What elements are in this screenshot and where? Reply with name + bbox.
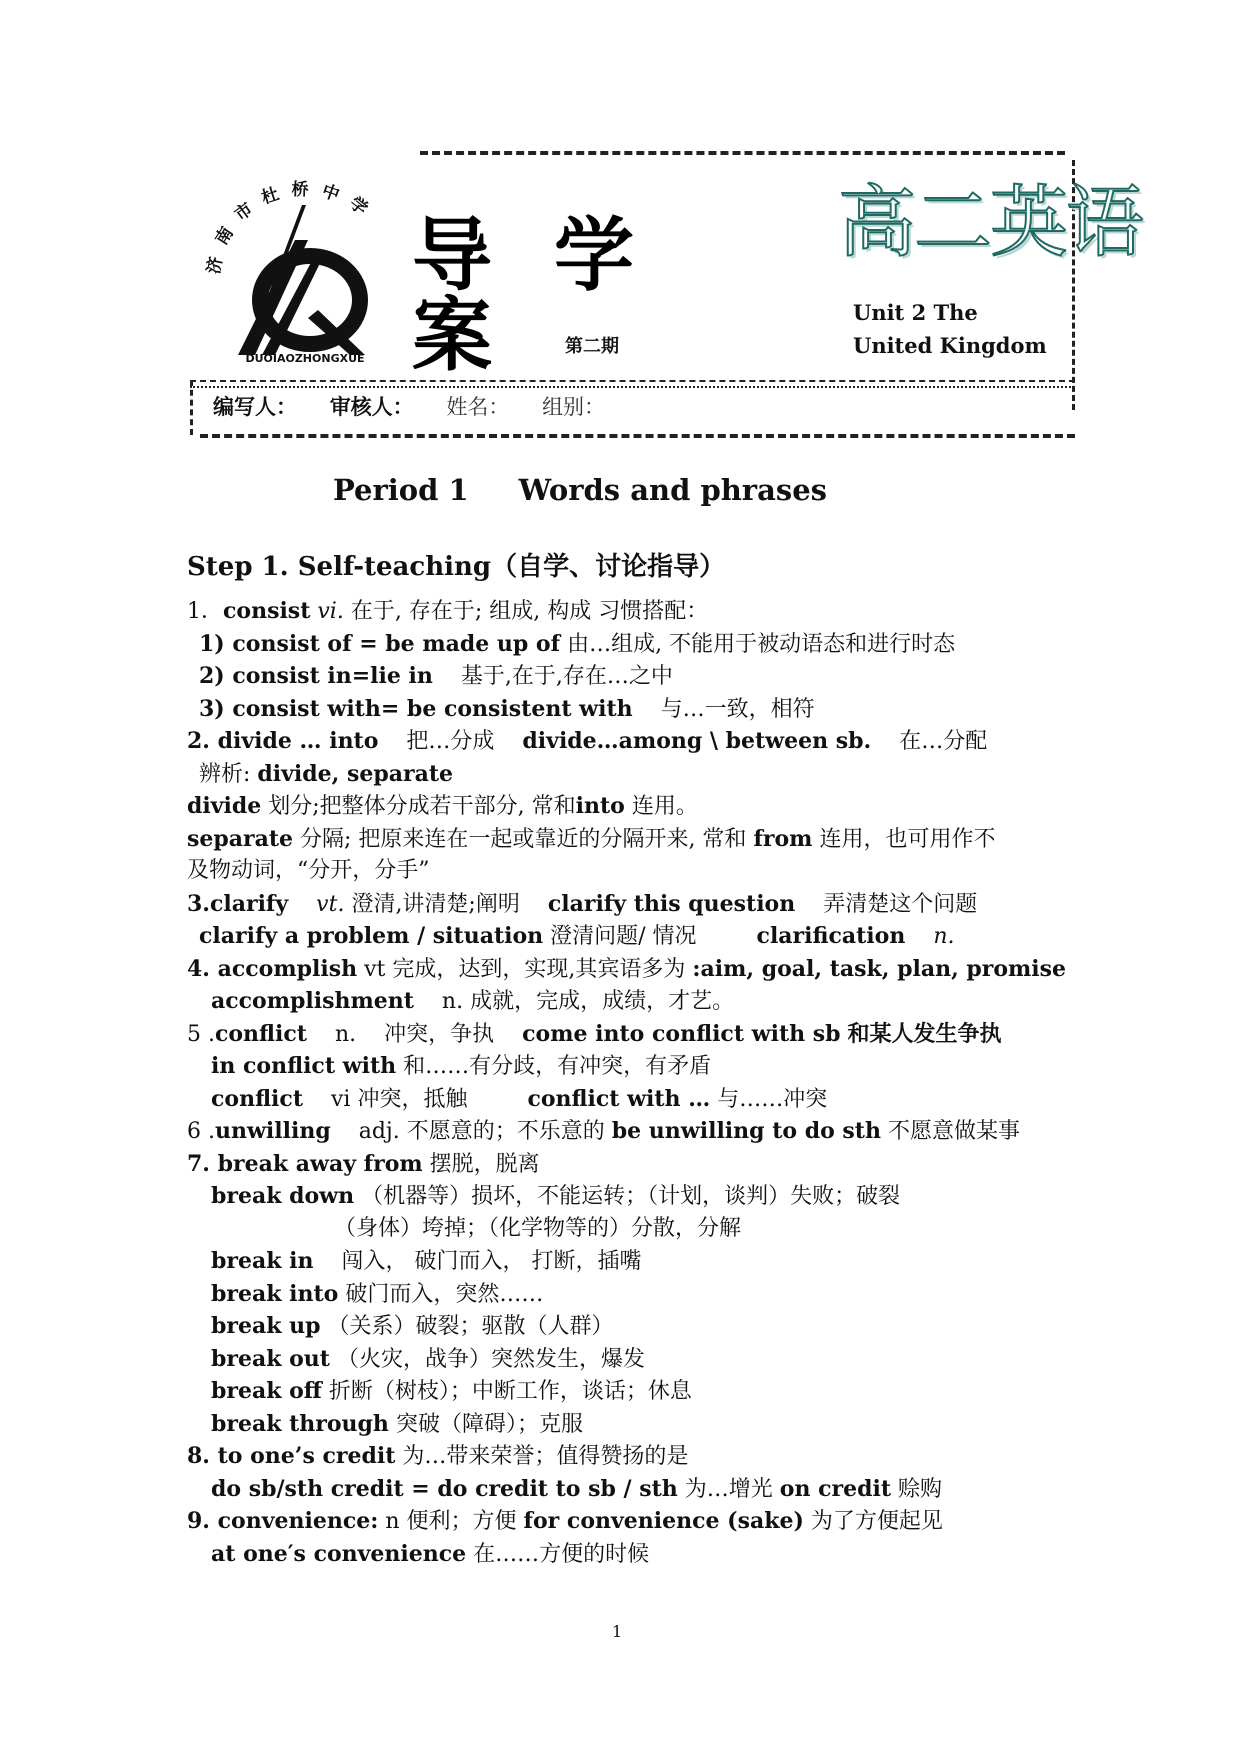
list-item: in conflict with 和……有分歧，有冲突，有矛盾 [211,1053,712,1079]
list-item: 及物动词，“分开，分手” [187,858,430,883]
list-item: break out （火灾，战争）突然发生，爆发 [211,1345,645,1372]
list-item: accomplishment n. 成就，完成，成绩，才艺。 [211,988,735,1014]
unit-title: Unit 2 The United Kingdom [853,300,1047,358]
document-title: 导学案 [412,209,696,382]
list-item: 8. to one’s credit 为…带来荣誉；值得赞扬的是 [187,1443,689,1469]
header-divider [190,380,1075,382]
period-number: Period 1 [333,473,469,507]
list-item: 3.clarify vt. 澄清,讲清楚;阐明 clarify this question 弄清楚这个问题 [187,890,978,917]
list-item: 2. divide … into 把…分成 divide…among \ between sb. 在…分配 [187,728,988,754]
list-item: conflict vi 冲突，抵触 conflict with … 与……冲突 [211,1085,828,1112]
list-item: break up （关系）破裂；驱散（人群） [211,1313,614,1339]
list-item: 5 .conflict n. 冲突，争执 come into conflict with sb 和某人发生争执 [187,1020,1002,1047]
list-item: 9. convenience: n 便利；方便 for convenience (sake) 为了方便起见 [187,1508,943,1534]
reviewer-label: 审核人： [329,395,414,419]
list-item: 6 .unwilling adj. 不愿意的；不乐意的 be unwilling to do sth 不愿意做某事 [187,1118,1020,1144]
logo-arc-text: 济南市杜桥中学 [203,180,381,276]
list-item: 辨析: divide, separate [199,760,454,787]
header-bottom-border [200,434,1075,438]
list-item: do sb/sth credit = do credit to sb / sth 为…增光 on credit 赊购 [211,1475,943,1502]
author-label: 编写人： [213,395,297,419]
logo-latin-text: DUOIAOZHONGXUE [245,352,365,365]
header-top-border [420,151,1065,155]
header-left-border [190,380,193,435]
list-item: 3) consist with= be consistent with 与…一致，相符 [199,695,815,722]
list-item: （身体）垮掉；（化学物等的）分散，分解 [334,1215,742,1241]
school-logo [200,180,410,365]
vocabulary-list [187,595,1087,1570]
group-label: 组别： [542,395,606,419]
list-item: break down （机器等）损坏，不能运转；（计划，谈判）失败；破裂 [211,1183,901,1209]
list-item: 4. accomplish vt 完成，达到，实现,其宾语多为 :aim, goal, task, plan, promise [187,955,1067,982]
period-heading [333,473,827,507]
list-item: clarify a problem / situation 澄清问题/ 情况 clarification n. [199,923,955,949]
list-item: separate 分隔; 把原来连在一起或靠近的分隔开来, 常和 from 连用，也可用作不 [187,825,996,852]
header-divider-dots [190,386,1075,388]
page-number: 1 [612,1622,623,1641]
list-item: 2) consist in=lie in 基于,在于,存在…之中 [199,663,673,689]
list-item: divide 划分;把整体分成若干部分, 常和into 连用。 [187,793,698,819]
meta-row [213,391,631,421]
period-topic: Words and phrases [518,473,827,507]
step-heading: Step 1. Self-teaching（自学、讨论指导） [187,552,726,582]
list-item: break through 突破（障碍）；克服 [211,1410,583,1437]
list-item: break off 折断（树枝）；中断工作，谈话；休息 [211,1378,692,1404]
list-item: 7. break away from 摆脱，脱离 [187,1150,540,1177]
list-item: at one′s convenience 在……方便的时候 [211,1540,650,1567]
list-item: break in 闯入， 破门而入， 打断，插嘴 [211,1248,642,1274]
list-item: break into 破门而入，突然…… [211,1280,544,1307]
list-item: 1) consist of = be made up of 由…组成, 不能用于被动语态和进行时态 [199,630,956,657]
subject-title: 高二英语 [838,178,1143,268]
list-item: 1．consist vi. 在于, 存在于; 组成, 构成 习惯搭配： [187,598,709,624]
issue-number: 第二期 [565,336,619,357]
name-label: 姓名： [446,395,510,419]
